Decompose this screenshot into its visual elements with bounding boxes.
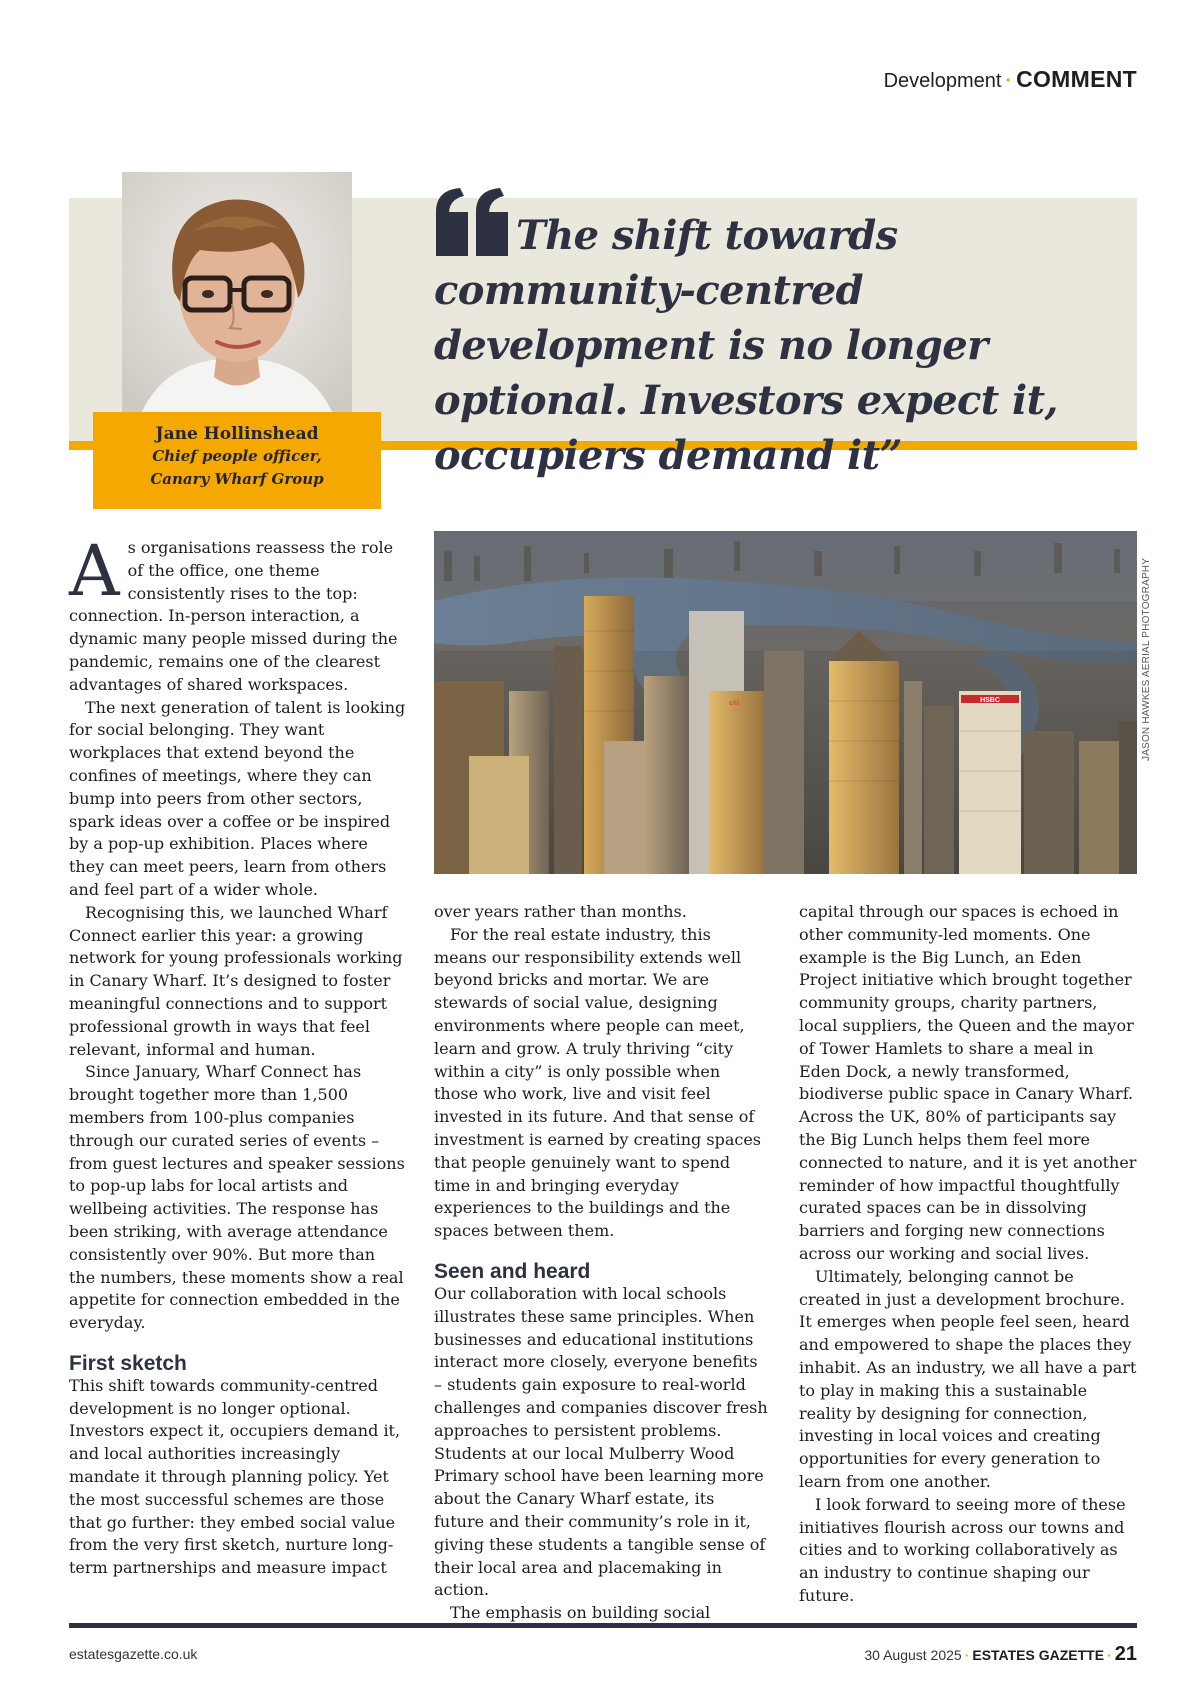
section-label: Development: [883, 70, 1002, 92]
pull-quote: [434, 208, 1134, 483]
publication-name: ESTATES GAZETTE: [972, 1647, 1105, 1663]
article-paragraph: I look forward to seeing more of these initiatives flourish across our towns and cities and to working collaboratively as an industry to continue shaping our future.: [799, 1494, 1126, 1605]
footer-rule: [69, 1623, 1137, 1628]
article-paragraph: The emphasis on building social: [450, 1603, 711, 1623]
citi-sign: citi: [728, 700, 740, 707]
author-company: Canary Wharf Group: [150, 470, 324, 488]
article-paragraph: Recognising this, we launched Wharf Connect earlier this year: a growing network for young professionals working in Canary Wharf. It’s designed to foster meaningful connections and to support professional growth in ways that feel relevant, informal and human.: [69, 902, 403, 1059]
pull-quote-text: The shift towards community-centred development is no longer optional. Investors expect it, occupiers demand it”: [434, 212, 1058, 479]
article-column-3: [799, 901, 1137, 1608]
footer-website: estatesgazette.co.uk: [69, 1646, 198, 1662]
section-header: [884, 66, 1137, 93]
comment-label: COMMENT: [1016, 66, 1137, 92]
header-separator: ·: [1005, 70, 1013, 92]
drop-cap: A: [69, 530, 120, 612]
article-paragraph: capital through our spaces is echoed in other community-led moments. One example is the Big Lunch, an Eden Project initiative which brought together community groups, charity partners, local suppliers, the Queen and the mayor of Tower Hamlets to share a meal in Eden Dock, a newly transformed, biodiverse public space in Canary Wharf. Across the UK, 80% of participants say the Big Lunch helps them feel more connected to nature, and it is yet another reminder of how impactful thoughtfully curated spaces can be in dissolving barriers and forging new connections across our working and social lives.: [799, 902, 1137, 1263]
author-caption: [93, 412, 381, 509]
author-portrait: [122, 172, 352, 412]
article-column-1: [69, 530, 406, 1580]
subheading-first-sketch: First sketch: [69, 1351, 187, 1375]
article-paragraph: As organisations reassess the role of the office, one theme consistently rises to the top: connection. In-person interaction, a dynamic many people missed during the pandemic, remains one of the clearest advantages of shared workspaces.: [69, 530, 398, 694]
article-column-2: [434, 901, 768, 1625]
article-paragraph: The next generation of talent is looking for social belonging. They want workplaces that extend beyond the confines of meetings, where they can bump into peers from other sectors, spark ideas over a coffee or be inspired by a pop-up exhibition. Places where they can meet peers, learn from others and feel part of a wider whole.: [69, 697, 406, 899]
subheading-seen-and-heard: Seen and heard: [434, 1259, 591, 1283]
author-name: Jane Hollinshead: [155, 424, 319, 444]
article-paragraph: Our collaboration with local schools illustrates these same principles. When businesses and educational institutions interact more closely, everyone benefits – students gain exposure to real-world challenges and companies discover fresh approaches to persistent problems. Students at our local Mulberry Wood Primary school have been learning more about the Canary Wharf estate, its future and their community’s role in it, giving these students a tangible sense of their local area and placemaking in action.: [434, 1283, 768, 1600]
page-number: 21: [1114, 1643, 1137, 1665]
article-paragraph: over years rather than months.: [434, 902, 687, 921]
article-paragraph: For the real estate industry, this means our responsibility extends well beyond bricks and mortar. We are stewards of social value, designing environments where people can meet, learn and grow. A truly thriving “city within a city” is only possible when those who work, live and visit feel invested in its future. And that sense of investment is earned by creating spaces that people genuinely want to spend time in and bringing everyday experiences to the buildings and the spaces between them.: [434, 924, 761, 1241]
footer-info: 30 August 2025 · ESTATES GAZETTE · 21: [864, 1643, 1137, 1665]
article-paragraph: Ultimately, belonging cannot be created in just a development brochure. It emerges when people feel seen, heard and empowered to shape the places they inhabit. As an industry, we all have a part to play in making this a sustainable reality by designing for connection, investing in local voices and creating opportunities for every generation to learn from one another.: [799, 1266, 1137, 1491]
article-paragraph: Since January, Wharf Connect has brought together more than 1,500 members from 100-plus companies through our curated series of events – from guest lectures and speaker sessions to pop-up labs for local artists and wellbeing activities. The response has been striking, with average attendance consistently over 90%. But more than the numbers, these moments show a real appetite for connection embedded in the everyday.: [69, 1062, 405, 1333]
hsbc-sign: HSBC: [980, 697, 1000, 704]
canary-wharf-aerial-photo: [434, 531, 1137, 874]
photo-credit: JASON HAWKES AERIAL PHOTOGRAPHY: [1141, 557, 1152, 761]
author-role: Chief people officer,: [152, 447, 322, 465]
issue-date: 30 August 2025: [864, 1647, 962, 1663]
article-paragraph: This shift towards community-centred development is no longer optional. Investors expect it, occupiers demand it, and local authorities increasingly mandate it through planning policy. Yet the most successful schemes are those that go further: they embed social value from the very first sketch, nurture long-term partnerships and measure impact: [69, 1375, 401, 1578]
